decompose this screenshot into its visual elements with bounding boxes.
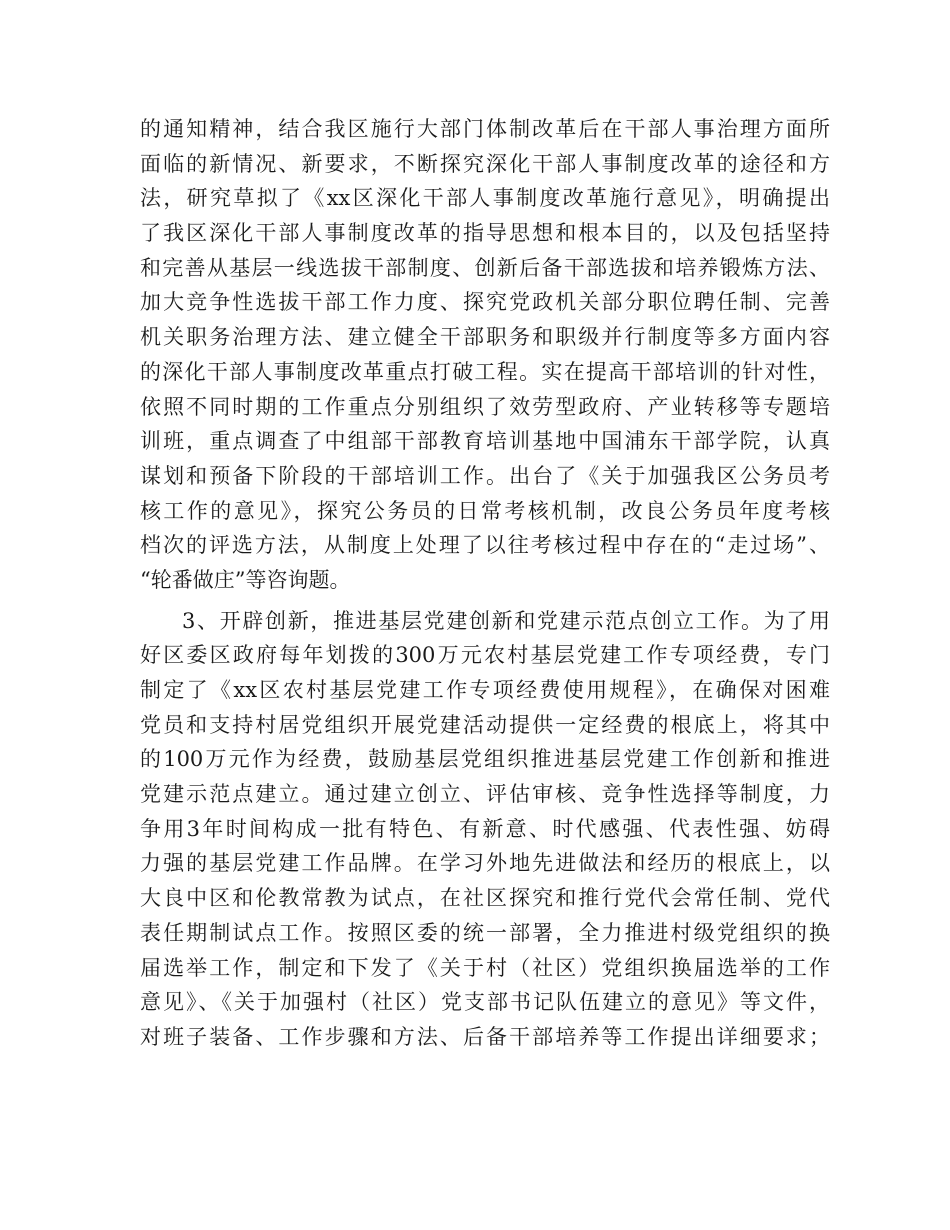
text-line: 核工作的意见》，探究公务员的日常考核机制，改良公务员年度考核: [140, 498, 830, 523]
text-line: 机关职务治理方法、建立健全干部职务和职级并行制度等多方面内容: [140, 325, 830, 350]
text-line: 的通知精神，结合我区施行大部门体制改革后在干部人事治理方面所: [140, 117, 830, 141]
text-line: 了我区深化干部人事制度改革的指导思想和根本目的，以及包括坚持: [140, 221, 830, 246]
text-line: 和完善从基层一线选拔干部制度、创新后备干部选拔和培养锻炼方法、: [140, 255, 830, 280]
text-line: 力强的基层党建工作品牌。在学习外地先进做法和经历的根底上，以: [140, 851, 830, 876]
text-line: 大良中区和伦教常教为试点，在社区探究和推行党代会常任制、党代: [140, 886, 830, 911]
paragraph-2: [140, 604, 830, 1055]
text-line: 表任期制试点工作。按照区委的统一部署，全力推进村级党组织的换: [140, 920, 830, 945]
text-line: 3、开辟创新，推进基层党建创新和党建示范点创立工作。为了用: [182, 608, 830, 633]
document-body: [140, 112, 830, 1055]
text-line: 法，研究草拟了《xx区深化干部人事制度改革施行意见》，明确提出: [140, 186, 830, 211]
text-line: 面临的新情况、新要求，不断探究深化干部人事制度改革的途径和方: [140, 151, 830, 176]
paragraph-1: [140, 112, 830, 598]
text-line: 对班子装备、工作步骤和方法、后备干部培养等工作提出详细要求；: [140, 1024, 830, 1049]
text-line: 谋划和预备下阶段的干部培训工作。出台了《关于加强我区公务员考: [140, 463, 830, 488]
text-line: 加大竞争性选拔干部工作力度、探究党政机关部分职位聘任制、完善: [140, 290, 830, 315]
text-line: 意见》、《关于加强村（社区）党支部书记队伍建立的意见》等文件，: [140, 990, 830, 1015]
text-line: 的100万元作为经费，鼓励基层党组织推进基层党建工作创新和推进: [140, 747, 830, 772]
text-line: 党员和支持村居党组织开展党建活动提供一定经费的根底上，将其中: [140, 712, 830, 737]
text-line: 档次的评选方法，从制度上处理了以往考核过程中存在的“走过场”、: [140, 533, 830, 558]
text-line: 好区委区政府每年划拨的300万元农村基层党建工作专项经费，专门: [140, 643, 830, 668]
text-line: 党建示范点建立。通过建立创立、评估审核、竞争性选择等制度，力: [140, 782, 830, 807]
text-line: 争用3年时间构成一批有特色、有新意、时代感强、代表性强、妨碍: [140, 816, 830, 841]
text-line: 训班，重点调查了中组部干部教育培训基地中国浦东干部学院，认真: [140, 429, 830, 454]
text-line: 依照不同时期的工作重点分别组织了效劳型政府、产业转移等专题培: [140, 394, 830, 419]
text-line: “轮番做庄”等咨询题。: [140, 567, 351, 592]
text-line: 制定了《xx区农村基层党建工作专项经费使用规程》，在确保对困难: [140, 678, 830, 702]
text-line: 的深化干部人事制度改革重点打破工程。实在提高干部培训的针对性，: [140, 359, 830, 384]
text-line: 届选举工作，制定和下发了《关于村（社区）党组织换届选举的工作: [140, 955, 830, 980]
